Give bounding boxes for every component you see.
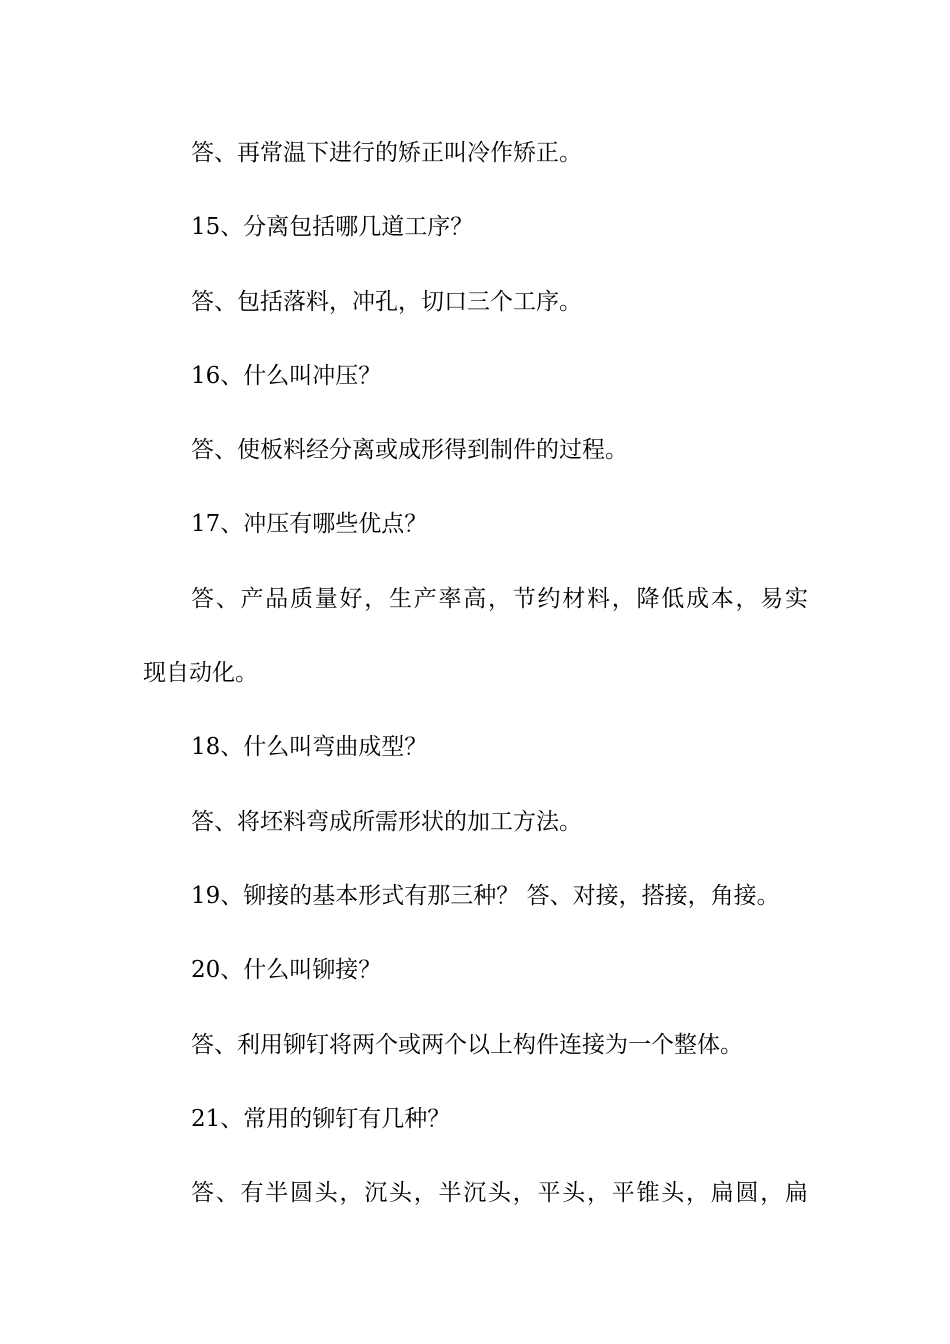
question-20: 20、什么叫铆接？ [191, 957, 382, 984]
answer-14: 答、再常温下进行的矫正叫冷作矫正。 [191, 140, 582, 166]
answer-15: 答、包括落料，冲孔，切口三个工序。 [191, 288, 582, 315]
answer-21-line-1: 答、有半圆头，沉头，半沉头，平头，平锥头，扁圆，扁 [191, 1180, 808, 1207]
question-21: 21、常用的铆钉有几种？ [191, 1105, 451, 1132]
question-answer-19: 19、铆接的基本形式有那三种？ 答、对接，搭接，角接。 [191, 882, 780, 909]
question-17: 17、冲压有哪些优点？ [191, 511, 428, 538]
answer-17-line-1: 答、产品质量好，生产率高，节约材料，降低成本，易实 [191, 585, 808, 612]
answer-20: 答、利用铆钉将两个或两个以上构件连接为一个整体。 [191, 1031, 743, 1058]
answer-17-line-2: 现自动化。 [143, 660, 258, 687]
question-18: 18、什么叫弯曲成型？ [191, 734, 428, 761]
question-16: 16、什么叫冲压？ [191, 362, 382, 389]
document-body [143, 126, 808, 1240]
question-15: 15、分离包括哪几道工序？ [191, 214, 474, 241]
answer-18: 答、将坯料弯成所需形状的加工方法。 [191, 808, 582, 835]
answer-16: 答、使板料经分离或成形得到制件的过程。 [191, 437, 628, 464]
